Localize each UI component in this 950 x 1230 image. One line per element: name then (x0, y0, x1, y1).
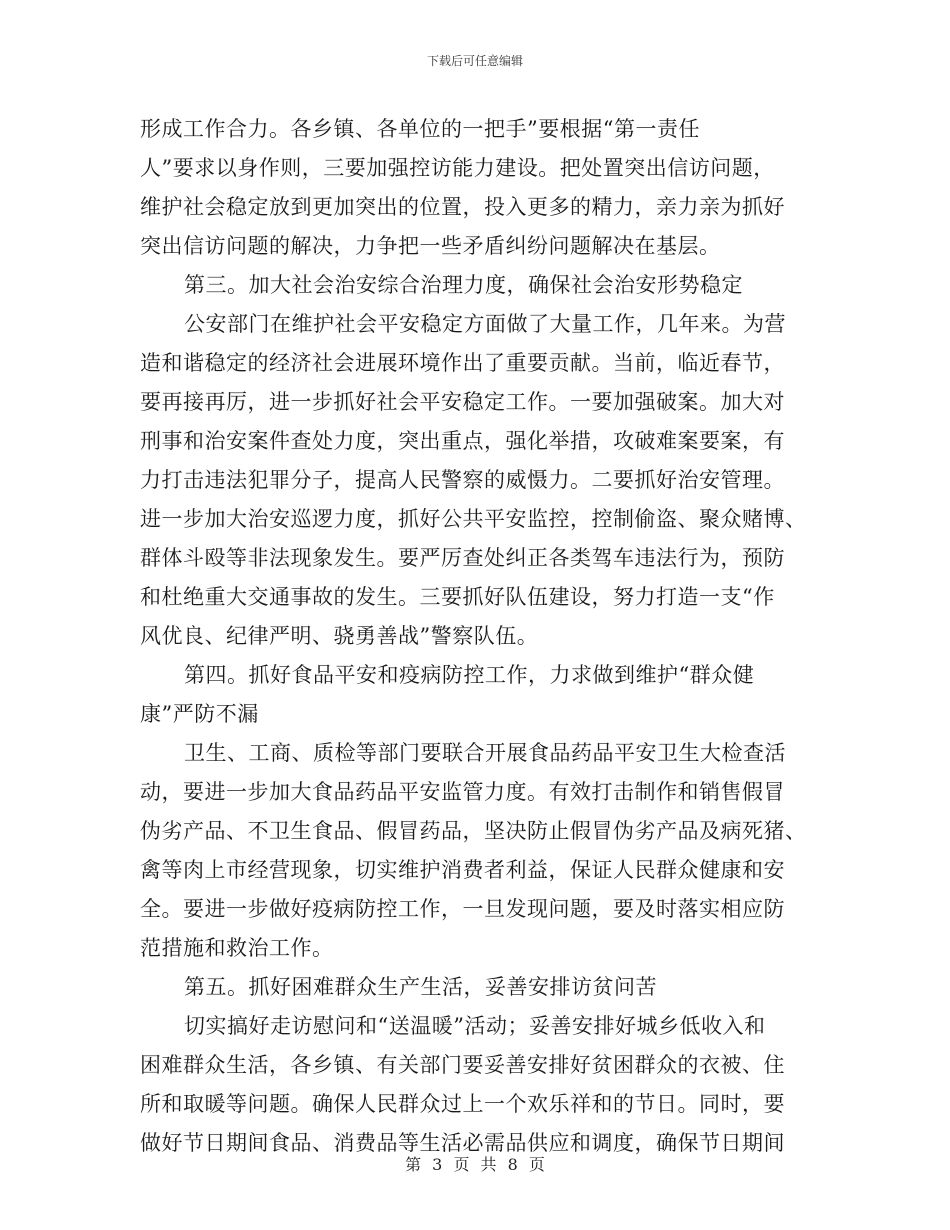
text-line: 困难群众生活，各乡镇、有关部门要妥善安排好贫困群众的衣被、住 (140, 1053, 785, 1077)
document-body (140, 110, 807, 1163)
text-line: 形成工作合力。各乡镇、各单位的一把手”要根据“第一责任 (140, 117, 700, 141)
text-line: 风优良、纪律严明、骁勇善战”警察队伍。 (140, 624, 539, 648)
section-heading: 第四。抓好食品平安和疫病防控工作，力求做到维护“群众健 (184, 663, 755, 687)
page-number-footer: 第 3 页 共 8 页 (405, 1155, 545, 1174)
page-header-note: 下载后可任意编辑 (426, 54, 523, 68)
text-line: 全。要进一步做好疫病防控工作，一旦发现问题，要及时落实相应防 (140, 897, 785, 921)
text-line: 造和谐稳定的经济社会进展环境作出了重要贡献。当前，临近春节， (140, 351, 785, 375)
text-line: 伪劣产品、不卫生食品、假冒药品，坚决防止假冒伪劣产品及病死猪、 (140, 819, 807, 843)
text-line: 做好节日期间食品、消费品等生活必需品供应和调度，确保节日期间 (140, 1131, 785, 1155)
text-line: 动，要进一步加大食品药品平安监管力度。有效打击制作和销售假冒 (140, 780, 785, 804)
text-line: 所和取暖等问题。确保人民群众过上一个欢乐祥和的节日。同时，要 (140, 1092, 785, 1116)
text-line: 卫生、工商、质检等部门要联合开展食品药品平安卫生大检查活 (184, 741, 786, 765)
text-line: 维护社会稳定放到更加突出的位置，投入更多的精力，亲力亲为抓好 (140, 195, 785, 219)
text-line: 范措施和救治工作。 (140, 936, 334, 960)
text-line: 力打击违法犯罪分子，提高人民警察的威慑力。二要抓好治安管理。 (140, 468, 785, 492)
text-line: 禽等肉上市经营现象，切实维护消费者利益，保证人民群众健康和安 (140, 858, 785, 882)
text-line: 要再接再厉，进一步抓好社会平安稳定工作。一要加强破案。加大对 (140, 390, 785, 414)
section-heading: 第五。抓好困难群众生产生活，妥善安排访贫问苦 (184, 975, 657, 999)
text-line: 和杜绝重大交通事故的发生。三要抓好队伍建设，努力打造一支“作 (140, 585, 775, 609)
text-line: 切实搞好走访慰问和“送温暖”活动；妥善安排好城乡低收入和 (184, 1014, 766, 1038)
text-line: 群体斗殴等非法现象发生。要严厉查处纠正各类驾车违法行为，预防 (140, 546, 785, 570)
section-heading: 第三。加大社会治安综合治理力度，确保社会治安形势稳定 (184, 273, 743, 297)
text-line: 人”要求以身作则，三要加强控访能力建设。把处置突出信访问题， (140, 156, 775, 180)
text-line: 公安部门在维护社会平安稳定方面做了大量工作，几年来。为营 (184, 312, 786, 336)
section-heading-continued: 康”严防不漏 (140, 702, 259, 726)
text-line: 进一步加大治安巡逻力度，抓好公共平安监控，控制偷盗、聚众赌博、 (140, 507, 807, 531)
text-line: 突出信访问题的解决，力争把一些矛盾纠纷问题解决在基层。 (140, 234, 721, 258)
text-line: 刑事和治安案件查处力度，突出重点，强化举措，攻破难案要案，有 (140, 429, 785, 453)
